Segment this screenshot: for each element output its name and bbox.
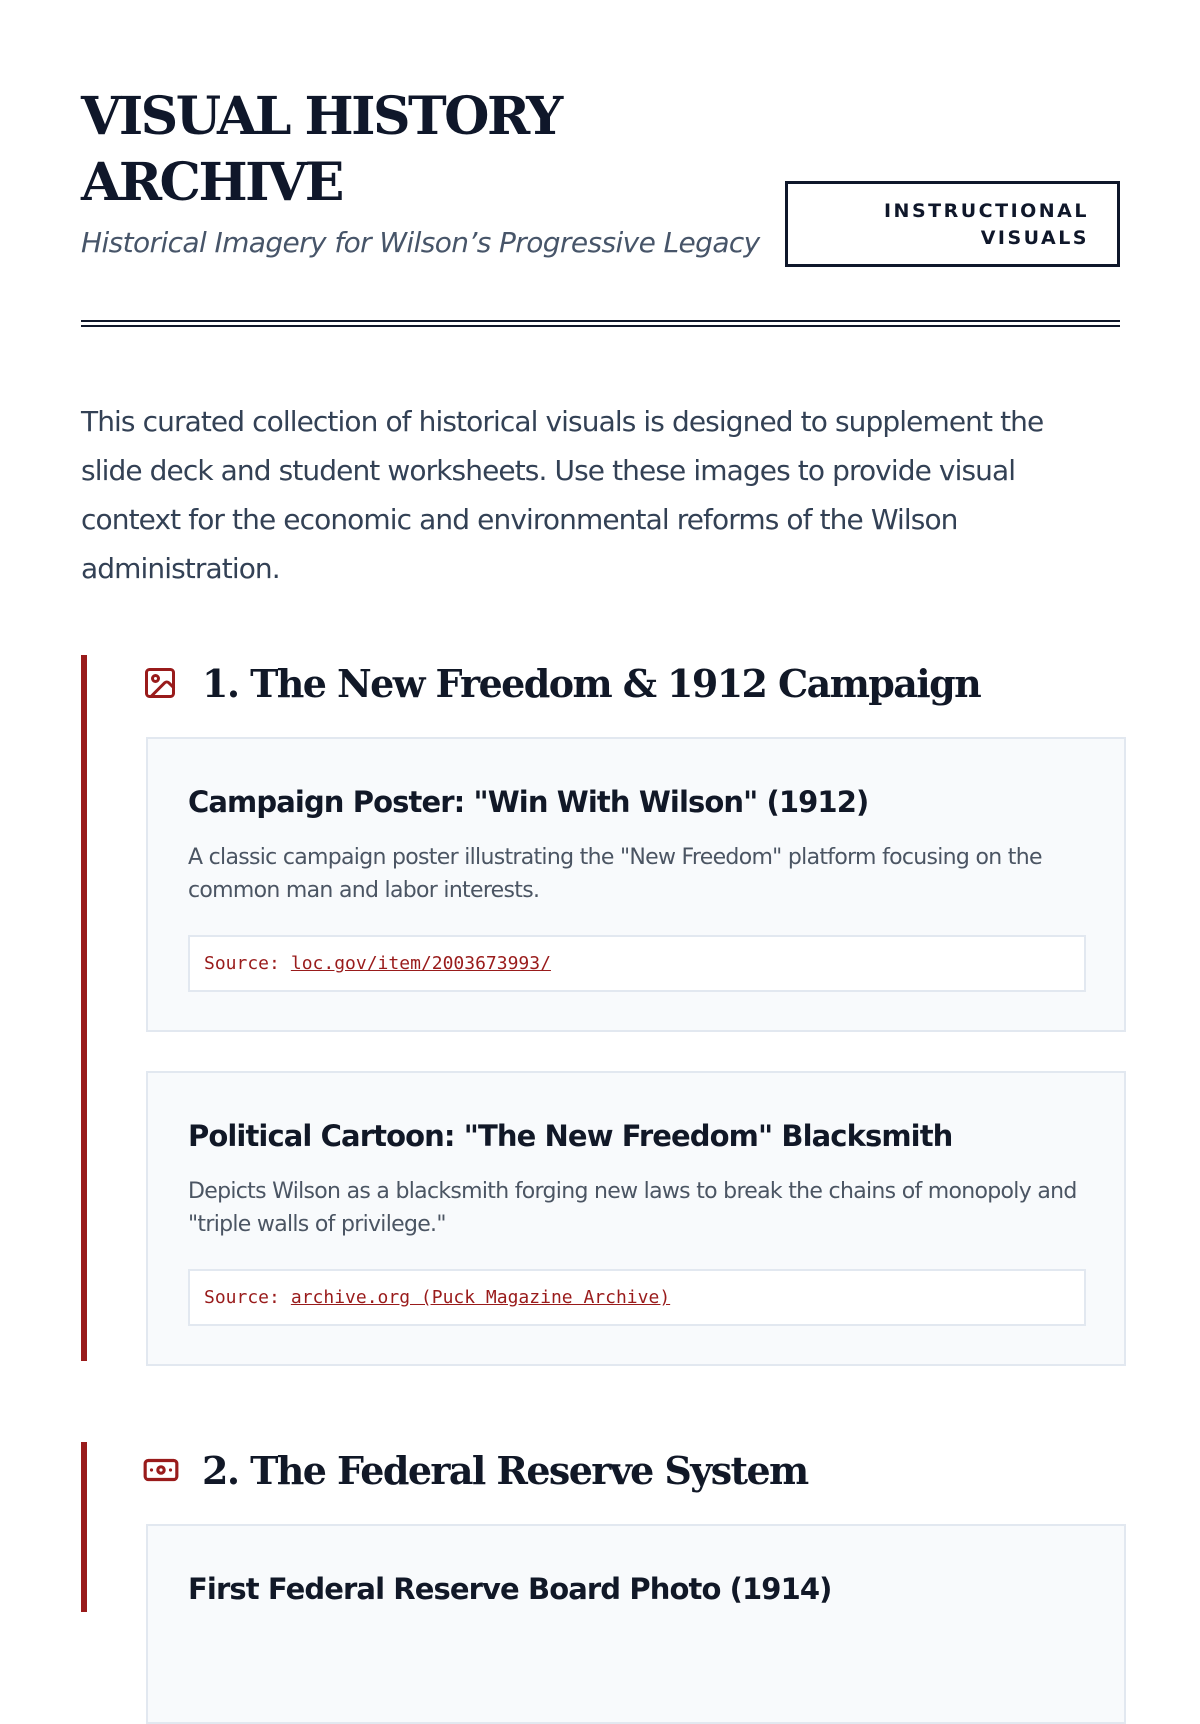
card-description: Depicts Wilson as a blacksmith forging new laws to break the chains of monopoly and "triple walls of privilege." bbox=[188, 1179, 1077, 1237]
section-new-freedom bbox=[81, 655, 1120, 1361]
source-box bbox=[188, 1269, 1086, 1326]
page-header bbox=[81, 0, 1120, 330]
section-title: 2. The Federal Reserve System bbox=[202, 1447, 808, 1493]
instructional-visuals-badge bbox=[785, 181, 1120, 267]
card-title: First Federal Reserve Board Photo (1914) bbox=[188, 1572, 832, 1606]
visual-card bbox=[146, 1524, 1126, 1724]
header-divider bbox=[81, 320, 1120, 327]
badge-line-1: INSTRUCTIONAL bbox=[883, 200, 1089, 222]
page-title-line-2: ARCHIVE bbox=[81, 152, 342, 213]
section-federal-reserve bbox=[81, 1442, 1120, 1612]
card-title: Campaign Poster: "Win With Wilson" (1912) bbox=[188, 785, 869, 819]
intro-paragraph: This curated collection of historical visuals is designed to supplement the slide deck and student worksheets. Use these images to provide visual context for the economic and environmental reforms of the Wilson administration. bbox=[81, 405, 1044, 585]
page-subtitle: Historical Imagery for Wilson’s Progressive Legacy bbox=[81, 226, 760, 259]
page-title-line-1: VISUAL HISTORY bbox=[81, 86, 561, 147]
card-title: Political Cartoon: "The New Freedom" Blacksmith bbox=[188, 1119, 953, 1153]
source-box bbox=[188, 935, 1086, 992]
banknote-icon bbox=[142, 1449, 184, 1491]
image-icon bbox=[142, 662, 184, 704]
section-heading bbox=[142, 655, 980, 711]
source-label: Source: bbox=[204, 1287, 280, 1308]
source-label: Source: bbox=[204, 953, 280, 974]
section-title: 1. The New Freedom & 1912 Campaign bbox=[202, 660, 981, 706]
section-heading bbox=[142, 1442, 808, 1498]
page-title bbox=[81, 84, 561, 216]
archive-page bbox=[81, 0, 1120, 1606]
badge-line-2: VISUALS bbox=[980, 227, 1089, 249]
visual-card bbox=[146, 1071, 1126, 1366]
visual-card bbox=[146, 737, 1126, 1032]
card-description: A classic campaign poster illustrating the "New Freedom" platform focusing on the common man and labor interests. bbox=[188, 845, 1042, 903]
source-link[interactable]: loc.gov/item/2003673993/ bbox=[290, 953, 551, 974]
source-link[interactable]: archive.org (Puck Magazine Archive) bbox=[290, 1287, 671, 1308]
